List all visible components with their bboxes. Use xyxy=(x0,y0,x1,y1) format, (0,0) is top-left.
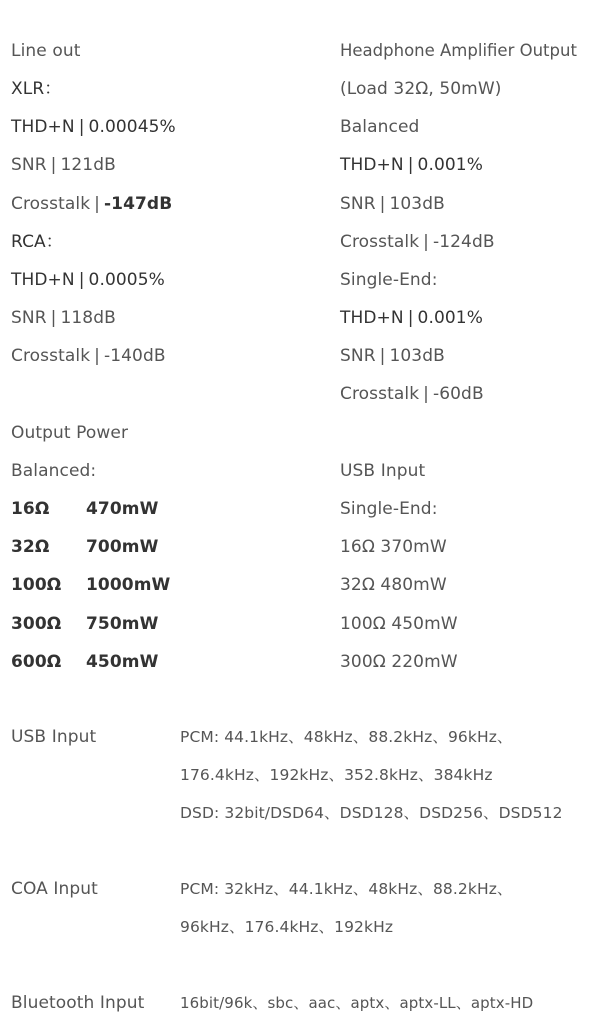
thd-label: THD+N xyxy=(11,270,75,290)
snr-label: SNR xyxy=(11,308,47,328)
xlr-crosstalk-row xyxy=(11,193,172,215)
snr-label: SNR xyxy=(340,194,376,214)
snr-value: 118dB xyxy=(60,308,116,328)
coa-spec-line: 96kHz、176.4kHz、192kHz xyxy=(180,918,394,936)
separator: | xyxy=(50,308,57,328)
crosstalk-label: Crosstalk xyxy=(340,232,420,252)
xlr-thd-row xyxy=(11,116,176,138)
snr-label: SNR xyxy=(340,346,376,366)
separator: | xyxy=(423,232,429,252)
separator: | xyxy=(379,194,386,214)
power-ohm: 300Ω xyxy=(11,614,62,634)
crosstalk-value: -140dB xyxy=(103,346,166,366)
separator: | xyxy=(407,155,414,175)
usb-power-row: 16Ω 370mW xyxy=(340,537,447,557)
usb-power-row: 32Ω 480mW xyxy=(340,575,447,595)
usb-input-title: USB Input xyxy=(340,461,426,481)
output-power-title: Output Power xyxy=(11,423,129,443)
thd-value: 0.0005% xyxy=(88,270,165,290)
rca-thd-row xyxy=(11,269,165,291)
crosstalk-value: -124dB xyxy=(432,232,495,252)
usb-single-end-label: Single-End: xyxy=(340,499,438,519)
power-mw: 1000mW xyxy=(86,575,171,595)
thd-value: 0.00045% xyxy=(88,117,176,137)
separator: | xyxy=(78,117,85,137)
balanced-label: Balanced xyxy=(340,117,420,137)
snr-label: SNR xyxy=(11,155,47,175)
balanced-thd-row xyxy=(340,154,483,176)
thd-label: THD+N xyxy=(340,155,404,175)
power-mw: 750mW xyxy=(86,614,159,634)
bluetooth-spec: 16bit/96k、sbc、aac、aptx、aptx-LL、aptx-HD xyxy=(180,994,534,1012)
load-spec: (Load 32Ω, 50mW) xyxy=(340,79,502,99)
bluetooth-input-label: Bluetooth Input xyxy=(11,993,145,1013)
balanced-label: Balanced: xyxy=(11,461,97,481)
rca-snr-row xyxy=(11,307,116,329)
power-ohm: 16Ω xyxy=(11,499,50,519)
usb-spec-line: PCM: 44.1kHz、48kHz、88.2kHz、96kHz、 xyxy=(180,728,513,746)
single-end-label: Single-End: xyxy=(340,270,438,290)
snr-value: 121dB xyxy=(60,155,116,175)
crosstalk-label: Crosstalk xyxy=(11,346,91,366)
separator: | xyxy=(78,270,85,290)
crosstalk-label: Crosstalk xyxy=(340,384,420,404)
separator: | xyxy=(407,308,414,328)
balanced-crosstalk-row xyxy=(340,231,495,253)
balanced-snr-row xyxy=(340,193,445,215)
thd-label: THD+N xyxy=(11,117,75,137)
crosstalk-value: -60dB xyxy=(432,384,484,404)
xlr-label: XLR： xyxy=(11,79,62,99)
single-end-snr-row xyxy=(340,345,445,367)
crosstalk-label: Crosstalk xyxy=(11,194,91,214)
separator: | xyxy=(94,346,100,366)
single-end-thd-row xyxy=(340,307,483,329)
rca-label: RCA： xyxy=(11,232,63,252)
power-ohm: 600Ω xyxy=(11,652,62,672)
separator: | xyxy=(50,155,57,175)
usb-power-row: 100Ω 450mW xyxy=(340,614,458,634)
line-out-title: Line out xyxy=(11,41,81,61)
usb-input-label: USB Input xyxy=(11,727,97,747)
coa-input-label: COA Input xyxy=(11,879,98,899)
usb-spec-line: 176.4kHz、192kHz、352.8kHz、384kHz xyxy=(180,766,493,784)
power-ohm: 100Ω xyxy=(11,575,62,595)
power-mw: 450mW xyxy=(86,652,159,672)
snr-value: 103dB xyxy=(389,346,445,366)
headphone-amp-title: Headphone Amplifier Output xyxy=(340,41,577,60)
thd-value: 0.001% xyxy=(417,155,483,175)
power-mw: 700mW xyxy=(86,537,159,557)
snr-value: 103dB xyxy=(389,194,445,214)
separator: | xyxy=(94,194,100,214)
power-mw: 470mW xyxy=(86,499,159,519)
separator: | xyxy=(379,346,386,366)
thd-value: 0.001% xyxy=(417,308,483,328)
power-ohm: 32Ω xyxy=(11,537,50,557)
usb-power-row: 300Ω 220mW xyxy=(340,652,458,672)
xlr-snr-row xyxy=(11,154,116,176)
thd-label: THD+N xyxy=(340,308,404,328)
single-end-crosstalk-row xyxy=(340,383,484,405)
coa-spec-line: PCM: 32kHz、44.1kHz、48kHz、88.2kHz、 xyxy=(180,880,513,898)
crosstalk-value: -147dB xyxy=(103,194,173,214)
separator: | xyxy=(423,384,429,404)
rca-crosstalk-row xyxy=(11,345,166,367)
usb-spec-line: DSD: 32bit/DSD64、DSD128、DSD256、DSD512 xyxy=(180,804,563,822)
